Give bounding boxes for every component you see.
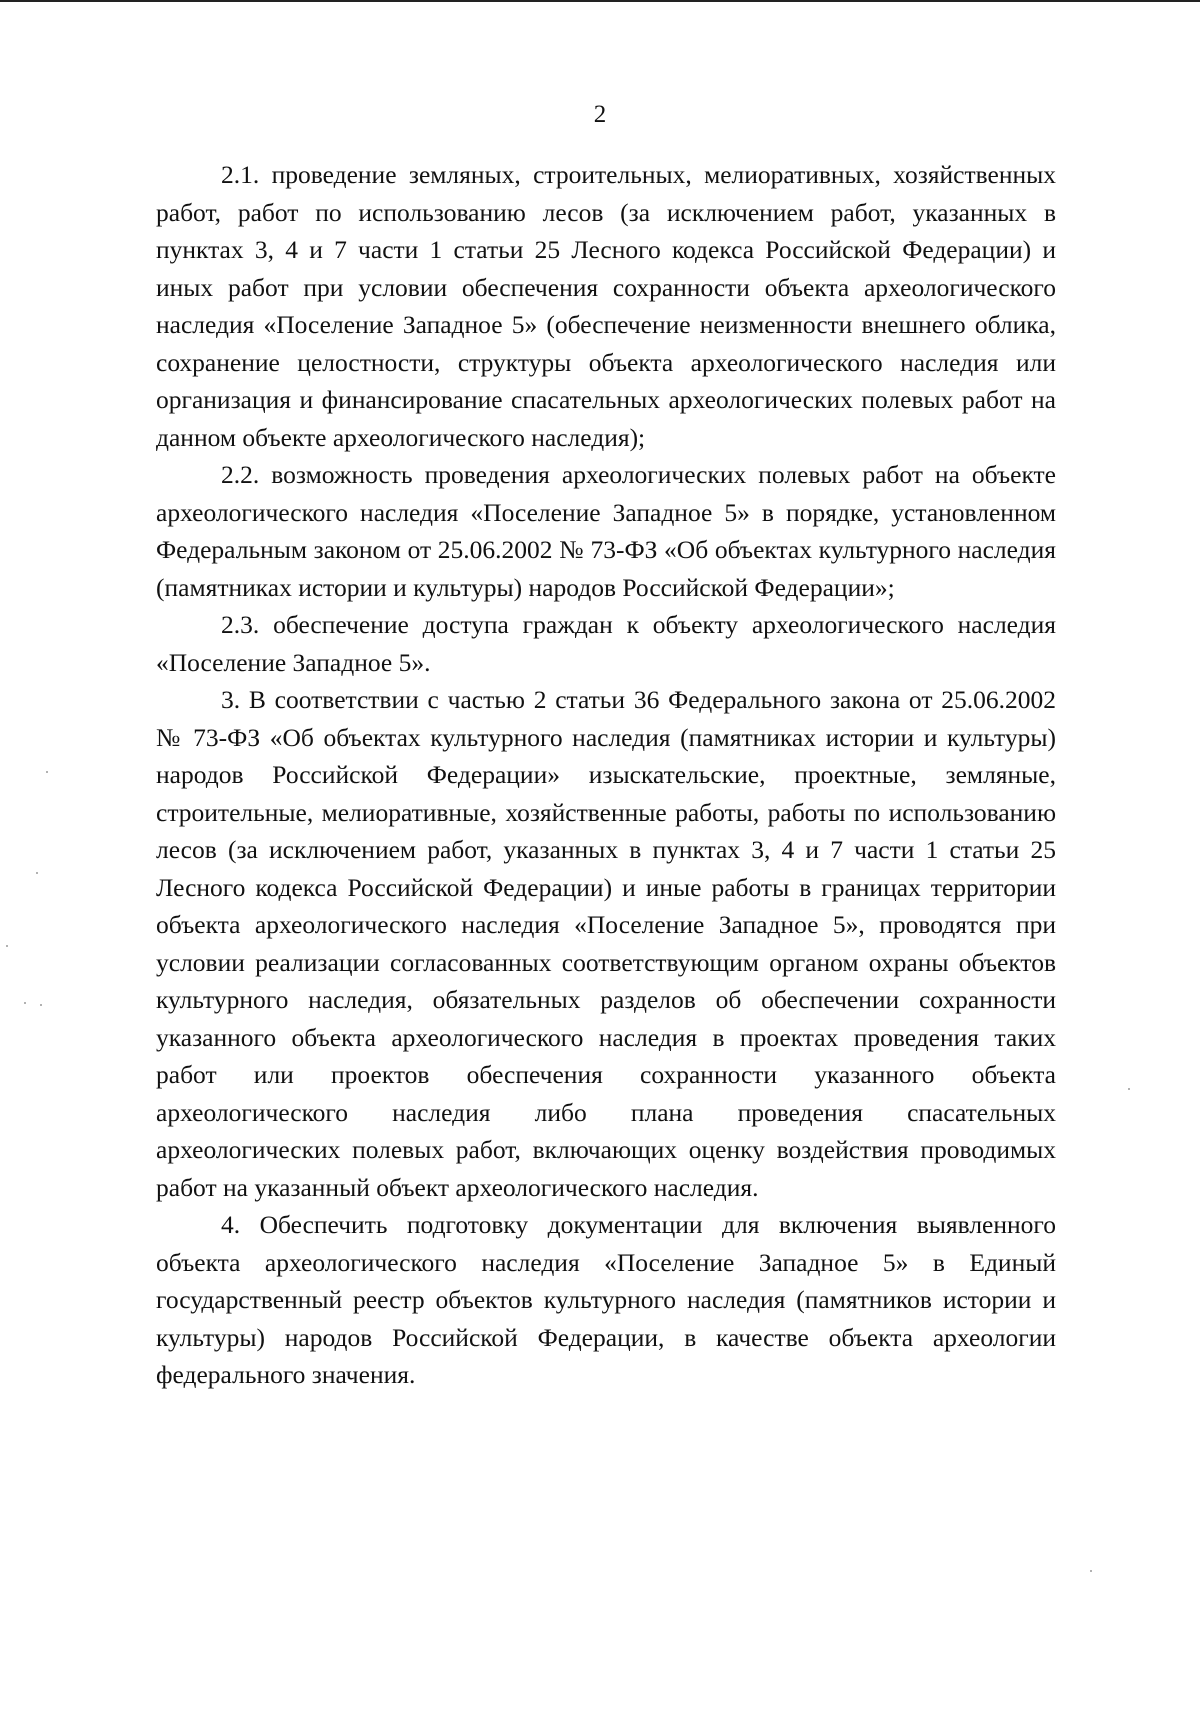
paragraph-4: 4. Обеспечить подготовку документации для включения выявленного объекта археологического наследия «Поселение Западное 5» в Единый государственный реестр объектов культурного наследия (памятников истории и культуры) народов Российской Федерации, в качестве объекта археологии федерального значения. — [156, 1210, 1056, 1389]
scan-speckle — [1128, 1088, 1130, 1090]
top-border-line — [0, 0, 1200, 2]
scan-speckle — [1090, 1570, 1092, 1572]
scan-speckle — [24, 1002, 26, 1004]
scan-speckle — [40, 1004, 42, 1006]
page-number: 2 — [593, 101, 607, 128]
paragraph-3: 3. В соответствии с частью 2 статьи 36 Федерального закона от 25.06.2002 № 73-ФЗ «Об объектах культурного наследия (памятниках истории и культуры) народов Российской Федерации» изыскательские, проектные, земляные, строительные, мелиоративные, хозяйственные работы, работы по использованию лесов (за исключением работ, указанных в пунктах 3, 4 и 7 части 1 статьи 25 Лесного кодекса Российской Федерации) и иные работы в границах территории объекта археологического наследия «Поселение Западное 5», проводятся при условии реализации согласованных соответствующим органом охраны объектов культурного наследия, обязательных разделов об обеспечении сохранности указанного объекта археологического наследия в проектах проведения таких работ или проектов обеспечения сохранности указанного объекта археологического наследия либо плана проведения спасательных археологических полевых работ, включающих оценку воздействия проводимых работ на указанный объект археологического наследия. — [156, 685, 1056, 1202]
paragraph-2-3: 2.3. обеспечение доступа граждан к объекту археологического наследия «Поселение Западное 5». — [156, 610, 1056, 677]
scan-speckle — [36, 872, 38, 874]
paragraph-2-1: 2.1. проведение земляных, строительных, мелиоративных, хозяйственных работ, работ по использованию лесов (за исключением работ, указанных в пунктах 3, 4 и 7 части 1 статьи 25 Лесного кодекса Российской Федерации) и иных работ при условии обеспечения сохранности объекта археологического наследия «Поселение Западное 5» (обеспечение неизменности внешнего облика, сохранение целостности, структуры объекта археологического наследия или организация и финансирование спасательных археологических полевых работ на данном объекте археологического наследия); — [156, 160, 1056, 452]
paragraph-2-2: 2.2. возможность проведения археологических полевых работ на объекте археологического наследия «Поселение Западное 5» в порядке, установленном Федеральным законом от 25.06.2002 № 73-ФЗ «Об объектах культурного наследия (памятниках истории и культуры) народов Российской Федерации»; — [156, 460, 1056, 602]
document-body — [156, 156, 1056, 1394]
scan-speckle — [6, 945, 8, 947]
scan-speckle — [46, 771, 48, 773]
